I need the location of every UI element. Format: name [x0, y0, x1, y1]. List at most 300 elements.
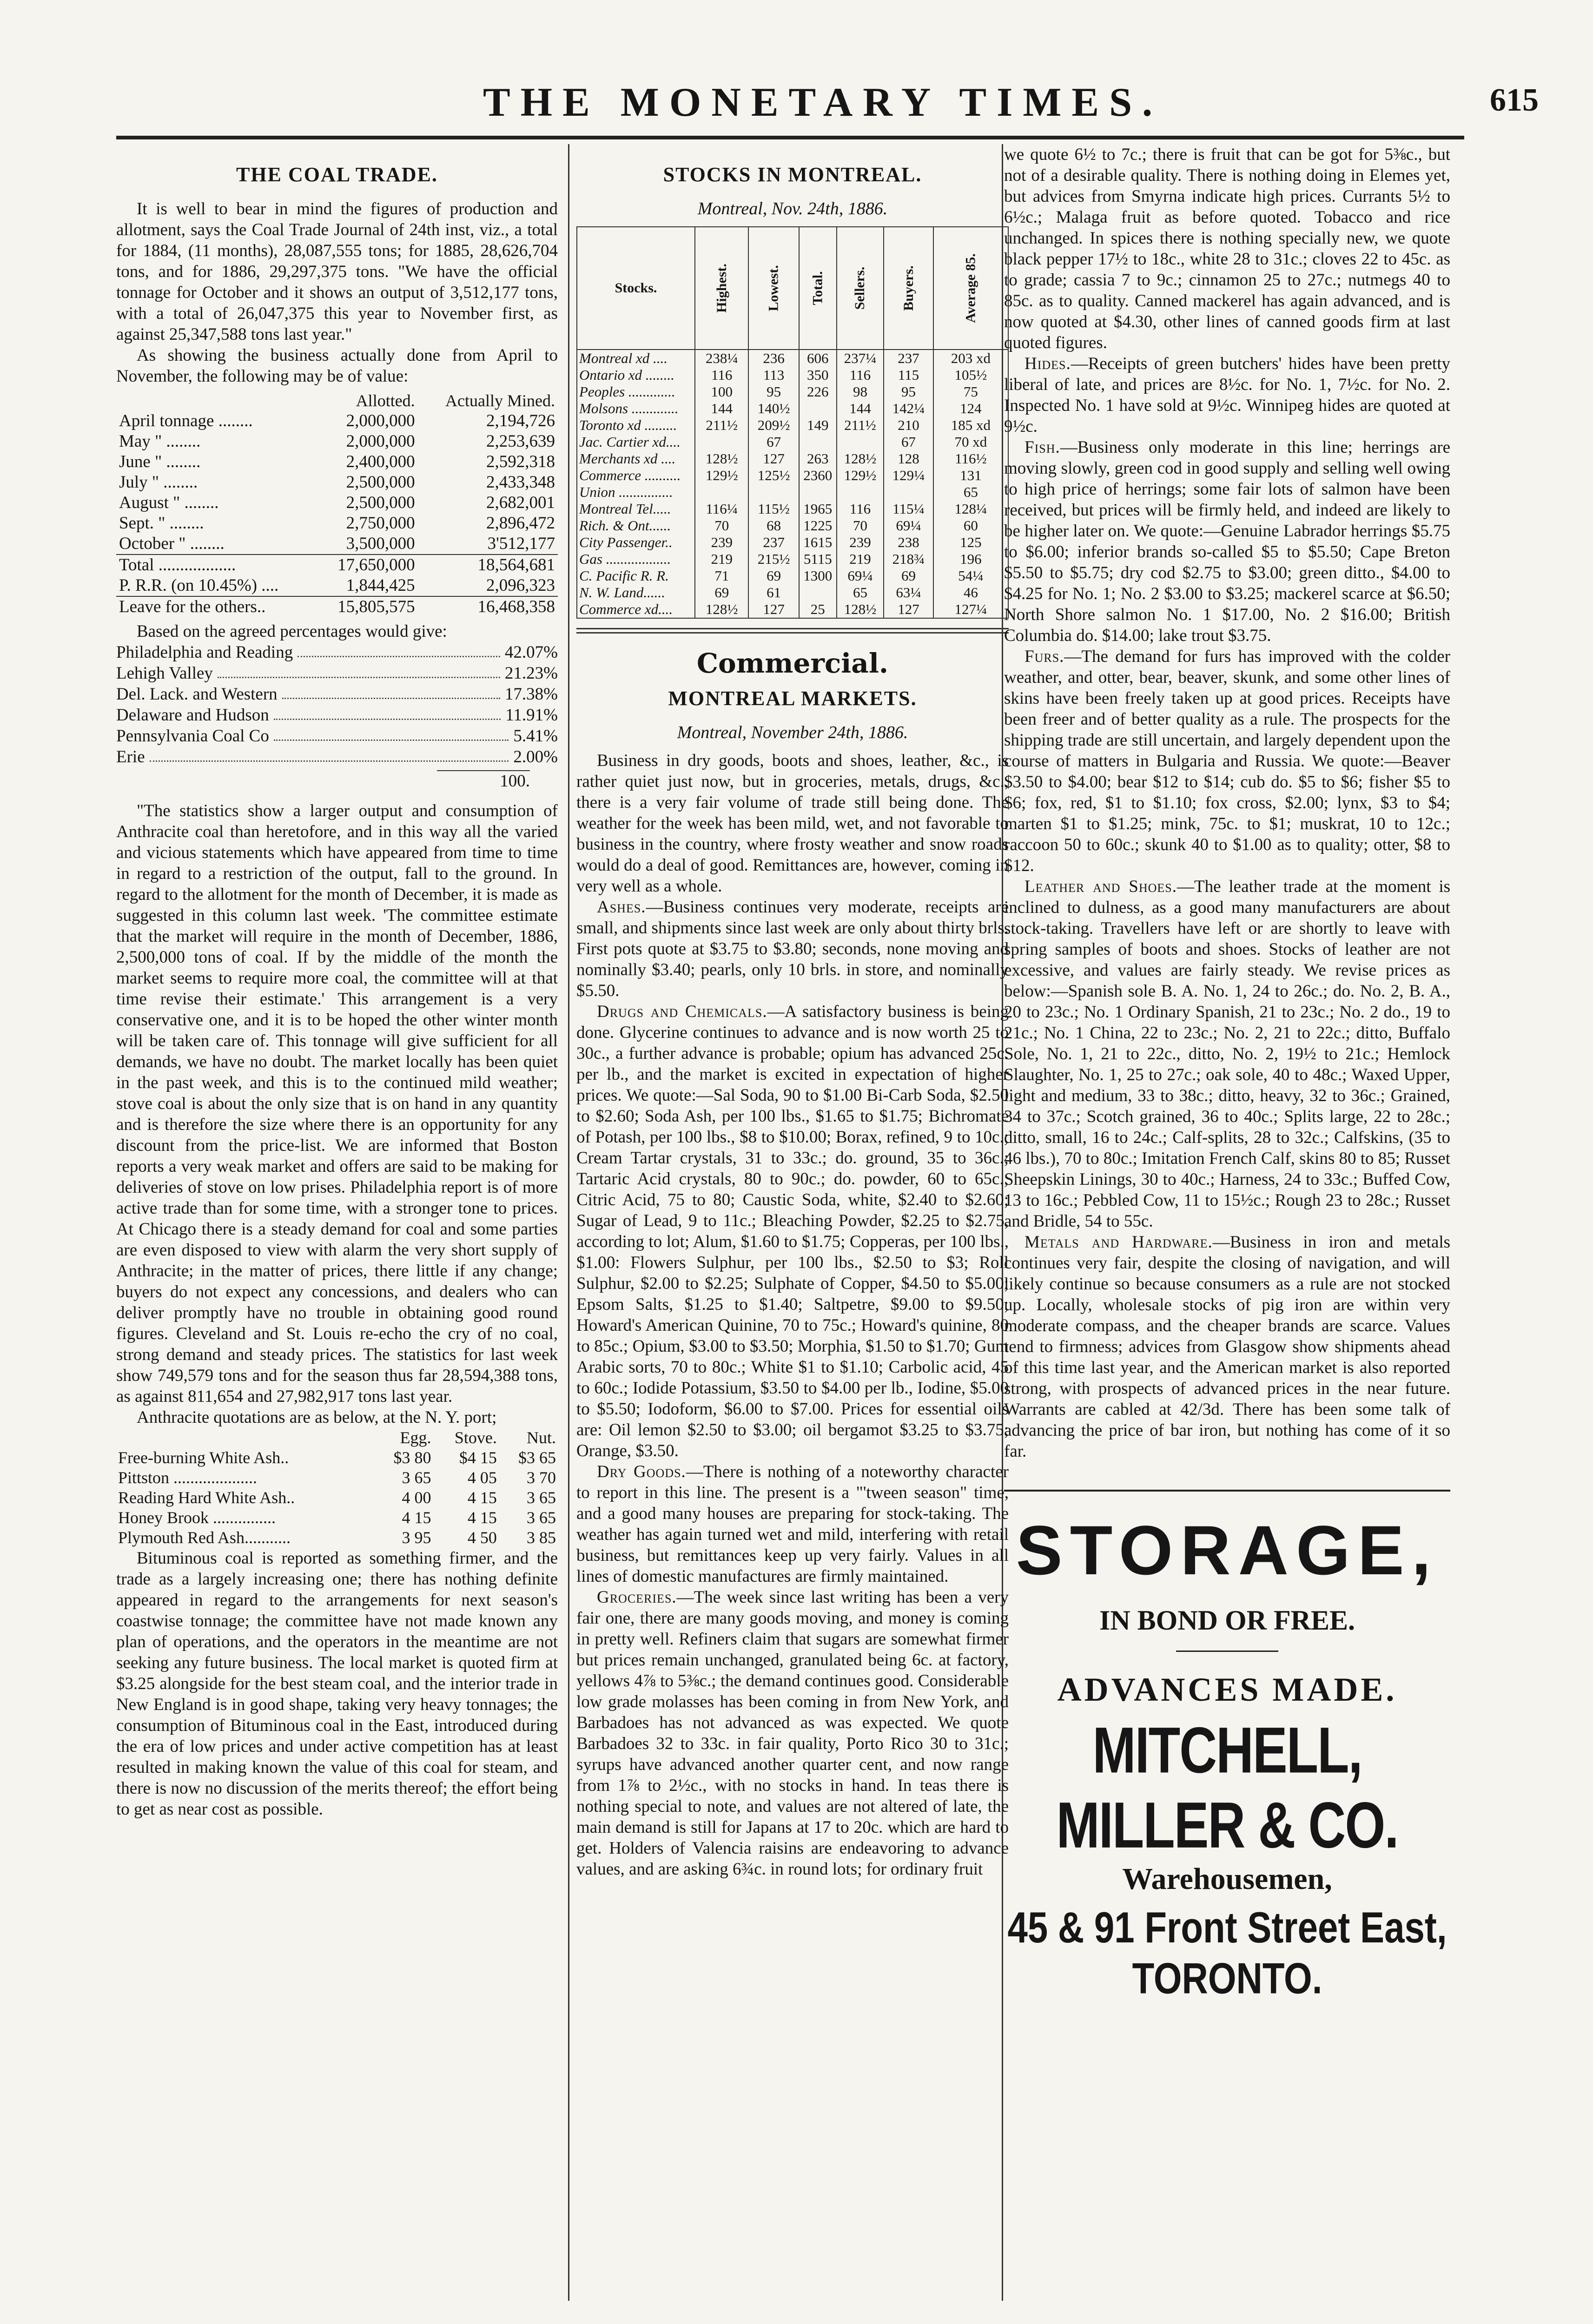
- mined-value: 3'512,177: [487, 534, 555, 553]
- stock-value: 116: [837, 501, 884, 517]
- stock-value: 68: [748, 517, 799, 534]
- paragraph-lead: Hides.: [1025, 354, 1071, 373]
- total-label: Total ..................: [116, 555, 317, 575]
- stove-price: 4 15: [467, 1508, 497, 1527]
- stove-price: 4 15: [467, 1488, 497, 1507]
- paragraph-lead: Dry Goods.: [597, 1462, 686, 1481]
- company-percentage: 21.23%: [504, 664, 558, 683]
- stock-value: 238¼: [695, 350, 748, 367]
- stock-value: 215½: [748, 551, 799, 568]
- coal-grade: Reading Hard White Ash..: [118, 1488, 295, 1507]
- stock-value: 236: [748, 350, 799, 367]
- stock-name: Molsons .............: [577, 400, 695, 417]
- market-paragraph: [576, 1461, 1009, 1587]
- header-text: Buyers.: [900, 265, 916, 311]
- stock-value: 69: [695, 584, 748, 601]
- pct-intro: Based on the agreed percentages would give:: [137, 622, 447, 641]
- stock-value: 124: [933, 400, 1008, 417]
- stock-row: [577, 484, 1008, 501]
- stock-row: [577, 434, 1008, 450]
- market-paragraph: [1004, 876, 1450, 1232]
- header-text: Average 85.: [963, 253, 978, 323]
- market-paragraph: [576, 1001, 1009, 1461]
- allotted-value: 3,500,000: [346, 534, 415, 553]
- allotment-row: [116, 513, 558, 534]
- allotment-row: [116, 452, 558, 472]
- stock-value: 226: [799, 383, 837, 400]
- company-name: Philadelphia and Reading: [116, 643, 293, 662]
- stocks-column-header: [695, 227, 748, 350]
- percentage-list: [116, 642, 558, 767]
- percentage-row: [116, 684, 558, 705]
- paragraph-lead: Metals and Hardware.: [1025, 1233, 1213, 1252]
- markets-continued-opening: we quote 6½ to 7c.; there is fruit that can be got for 5⅜c., but not of a desirable quality. There is nothing doing in Elemes yet, but advices from Smyrna indicate high prices. Currants 5½ to 6½c.; Malaga fruit as before quoted. Tobacco and rice unchanged. In spices there is nothing specially new, we quote black pepper 17½ to 18c., white 28 to 31c.; cloves 22 to 45c. as to grade; cassia 7 to 9c.; cinnamon 25 to 27c.; nutmegs 40 to 85c. as to quality. Canned mackerel has again advanced, and is now quoted at $4.30, other lines of canned goods firm at last quoted figures.: [1004, 145, 1450, 352]
- stock-name: Rich. & Ont......: [577, 517, 695, 534]
- coal-article: [116, 198, 558, 387]
- stock-value: [799, 484, 837, 501]
- stocks-column-header: [884, 227, 933, 350]
- ad-subheading: IN BOND OR FREE.: [1099, 1605, 1355, 1636]
- percentage-row: [116, 663, 558, 684]
- stock-value: [884, 484, 933, 501]
- allotted-value: 2,000,000: [346, 411, 415, 430]
- stock-value: 65: [837, 584, 884, 601]
- coal-statistics: "The statistics show a larger output and consumption of Anthracite coal than heretofore, and in this way all the varied and vicious statements which have appeared from time to time in regard to a restriction of the output, fall to the ground. In regard to the allotment for the month of December, it is made as suggested in this column last week. 'The committee estimate that the market will require in the month of December, 1886, 2,500,000 tons of coal. If by the middle of the month the market seems to require more coal, the committee will at that time revise their estimate.' This arrangement is a very conservative one, and it is to be hoped the other winter month will be taken care of. This tonnage will give sufficient for all demands, we have no doubt. The market locally has been quiet in the past week, and this is to the continued mild weather; stove coal is about the only size that is on hand in any quantity and is therefore the size where there is an opportunity for any discount from the price-list. We are informed that Boston reports a very weak market and offers are said to be making for deliveries of stove on low prises. Philadelphia report is of more active trade than for some time, with a stronger tone to prices. At Chicago there is a steady demand for coal and some parties are even disposed to view with alarm the very short supply of Anthracite; in the matter of prices, there little if any change; buyers do not expect any concessions, and dealers who can deliver promptly have no trouble in obtaining good round figures. Cleveland and St. Louis re-echo the cry of no coal, strong demand and steady prices. The statistics for last week show 749,579 tons and for the season thus far 28,594,388 tons, as against 811,654 and 27,982,917 tons last year.: [116, 801, 558, 1406]
- header-text: Highest.: [714, 264, 729, 313]
- company-percentage: 11.91%: [505, 706, 558, 725]
- column-divider: [568, 144, 569, 2301]
- stocks-title: STOCKS IN MONTREAL.: [663, 163, 922, 186]
- stock-value: 129½: [695, 467, 748, 484]
- stock-name: C. Pacific R. R.: [577, 568, 695, 584]
- storage-advertisement: [1004, 1490, 1450, 2003]
- stock-value: 125½: [748, 467, 799, 484]
- stock-value: [799, 584, 837, 601]
- dot-leader: [218, 663, 500, 678]
- dot-leader: [282, 684, 500, 699]
- market-paragraph: [1004, 1232, 1450, 1462]
- stock-value: 606: [799, 350, 837, 367]
- coal-grade: Plymouth Red Ash...........: [118, 1528, 291, 1547]
- company-percentage: 5.41%: [513, 726, 558, 746]
- allotment-row: [116, 472, 558, 493]
- stock-value: 144: [837, 400, 884, 417]
- allotment-row: [116, 411, 558, 431]
- stock-value: 95: [748, 383, 799, 400]
- stock-value: 116¼: [695, 501, 748, 517]
- stock-value: 125: [933, 534, 1008, 551]
- stock-value: 69¼: [837, 568, 884, 584]
- stock-name: Montreal xd ....: [577, 350, 695, 367]
- header-text: Total.: [810, 271, 826, 305]
- stock-value: 1300: [799, 568, 837, 584]
- percentage-row: [116, 746, 558, 767]
- stock-value: [695, 434, 748, 450]
- leave-row: [116, 596, 558, 617]
- stocks-column-header: [837, 227, 884, 350]
- stock-value: 69: [748, 568, 799, 584]
- allotted-value: 2,500,000: [346, 493, 415, 512]
- stocks-table: [576, 226, 1009, 619]
- stock-value: 142¼: [884, 400, 933, 417]
- stock-value: [799, 400, 837, 417]
- stock-value: [799, 434, 837, 450]
- quote-header: Nut.: [527, 1428, 556, 1447]
- total-allotted: 17,650,000: [317, 555, 418, 575]
- company-name: Delaware and Hudson: [116, 706, 269, 725]
- stock-value: 70 xd: [933, 434, 1008, 450]
- anthracite-quote-table: [116, 1428, 558, 1548]
- stock-value: 115¼: [884, 501, 933, 517]
- month-label: August " ........: [119, 493, 219, 512]
- allotment-total-row: [116, 555, 558, 575]
- stock-row: [577, 517, 1008, 534]
- stock-name: Gas ..................: [577, 551, 695, 568]
- company-percentage: 2.00%: [513, 747, 558, 766]
- prr-allotted: 1,844,425: [346, 576, 415, 595]
- stock-value: 127¼: [933, 601, 1008, 618]
- dot-leader: [297, 642, 500, 657]
- stock-value: 196: [933, 551, 1008, 568]
- stock-name: Commerce ..........: [577, 467, 695, 484]
- allotment-rows: [116, 411, 558, 555]
- stock-value: 71: [695, 568, 748, 584]
- allotted-value: 2,500,000: [346, 473, 415, 492]
- paragraph-text: —The demand for furs has improved with the colder weather, and otter, bear, beaver, skunk, and some other lines of skins have been freely taken up at good prices. Receipts have been freer and of better quality as a rule. The prospects for the shipping trade are still uncertain, and largely dependent upon the course of matters in Bulgaria and Russia. We quote:—Beaver $3.50 to $4.00; bear $12 to $14; cub do. $5 to $6; fisher $5 to $6; fox, red, $1 to $1.10; fox cross, $2.00; lynx, $3 to $4; marten $1 to $1.25; mink, 75c. to $1; muskrat, 10 to 12c.; raccoon 50 to 60c.; skunk 40 to $1.00 as to quality; otter, $8 to $12.: [1004, 647, 1450, 875]
- stock-value: 128½: [695, 450, 748, 467]
- leave-mined: 16,468,358: [418, 596, 558, 617]
- coal-grade: Free-burning White Ash..: [118, 1448, 289, 1467]
- nut-price: 3 70: [527, 1468, 556, 1487]
- stock-value: 115½: [748, 501, 799, 517]
- paragraph-lead: Drugs and Chemicals.: [597, 1002, 767, 1021]
- prr-label: P. R.R. (on 10.45%) ....: [119, 576, 279, 595]
- stock-row: [577, 400, 1008, 417]
- stock-value: 237: [884, 350, 933, 367]
- stock-value: 1965: [799, 501, 837, 517]
- stock-value: 239: [695, 534, 748, 551]
- paragraph-lead: Groceries.: [597, 1588, 677, 1607]
- percentage-row: [116, 726, 558, 746]
- quote-row: [116, 1488, 558, 1508]
- stock-row: [577, 584, 1008, 601]
- stock-value: 69¼: [884, 517, 933, 534]
- month-label: October " ........: [119, 534, 225, 553]
- coal-intro-2: As showing the business actually done from April to November, the following may be of value:: [116, 346, 558, 386]
- stock-row: [577, 534, 1008, 551]
- dot-leader: [150, 746, 509, 762]
- stocks-header-row: [577, 227, 1008, 350]
- allotment-row: [116, 493, 558, 513]
- month-label: May " ........: [119, 432, 201, 451]
- egg-price: 4 15: [402, 1508, 431, 1527]
- paragraph-lead: Fish.: [1025, 438, 1060, 457]
- stock-row: [577, 450, 1008, 467]
- mined-value: 2,682,001: [486, 493, 555, 512]
- stock-value: 95: [884, 383, 933, 400]
- running-head: [102, 79, 1543, 126]
- stocks-column-header: Stocks.: [577, 227, 695, 350]
- stock-value: 67: [748, 434, 799, 450]
- stock-value: 63¼: [884, 584, 933, 601]
- stock-value: 105½: [933, 367, 1008, 383]
- market-paragraph: [1004, 437, 1450, 646]
- total-mined: 18,564,681: [418, 555, 558, 575]
- paragraph-text: —A satisfactory business is being done. Glycerine continues to advance and is now worth 25 to 30c., a further advance is probable; opium has advanced 25c. per lb., and the market is excited in expectation of higher prices. We quote:—Sal Soda, 90 to $1.00 Bi-Carb Soda, $2.50 to $2.60; Soda Ash, per 100 lbs., $1.65 to $1.75; Bichromate of Potash, per 100 lbs., $8 to $10.00; Borax, refined, 9 to 10c.; Cream Tartar crystals, 31 to 33c.; do. ground, 35 to 36c.; Tartaric Acid crystals, 80 to 90c.; do. powder, 60 to 65c.; Citric Acid, 75 to 80; Caustic Soda, white, $2.40 to $2.60; Sugar of Lead, 9 to 11c.; Bleaching Powder, $2.25 to $2.75, according to lot; Alum, $1.60 to $1.75; Copperas, per 100 lbs., $1.00: Flowers Sulphur, per 100 lbs., $2.50 to $3; Roll Sulphur, $2.00 to $2.25; Sulphate of Copper, $4.50 to $5.00; Epsom Salts, $1.25 to $1.40; Saltpetre, $9.00 to $9.50; Howard's American Quinine, 70 to 75c.; Howard's quinine, 80 to 85c.; Opium, $3.00 to $3.50; Morphia, $1.50 to $1.70; Gum Arabic sorts, 70 to 80c.; White $1 to $1.10; Carbolic acid, 45 to 60c.; Iodide Potassium, $3.50 to $4.00 per lb., Iodine, $5.00 to $5.50; Iodoform, $6.00 to $7.00. Prices for essential oils are: Oil lemon $2.50 to $3.00; oil bergamot $3.25 to $3.75; Orange, $3.50.: [576, 1002, 1009, 1460]
- stock-name: Peoples .............: [577, 383, 695, 400]
- stock-value: 144: [695, 400, 748, 417]
- header-text: Sellers.: [852, 266, 868, 310]
- stock-value: 1615: [799, 534, 837, 551]
- dot-leader: [274, 726, 509, 741]
- stock-value: 218¾: [884, 551, 933, 568]
- paragraph-lead: Ashes.: [597, 898, 646, 917]
- stock-value: 113: [748, 367, 799, 383]
- markets-article: [576, 750, 1009, 1880]
- stock-value: 237: [748, 534, 799, 551]
- stock-value: 116½: [933, 450, 1008, 467]
- markets-continued: [1004, 144, 1450, 1462]
- mined-value: 2,433,348: [486, 473, 555, 492]
- bituminous-paragraph: Bituminous coal is reported as something firmer, and the trade as a largely increasing one; there has nothing definite appeared in regard to the arrangements for next season's coastwise tonnage; the committee have not made known any plan of operations, and the operators in the meantime are not seeking any future business. The local market is quoted firm at $3.25 alongside for the best steam coal, and the interior trade in New England is in good shape, taking very heavy tonnages; the consumption of Bituminous coal in the East, introduced during the era of low prices and under active competition has at least resulted in making known the value of this coal for steam, and there is now no discussion of the merits thereof; the effort being to get as near cost as possible.: [116, 1549, 558, 1819]
- stock-value: 209½: [748, 417, 799, 434]
- nut-price: 3 65: [527, 1488, 556, 1507]
- stock-value: 116: [695, 367, 748, 383]
- egg-price: 4 00: [402, 1488, 431, 1507]
- stock-value: [837, 434, 884, 450]
- company-name: Pennsylvania Coal Co: [116, 726, 269, 746]
- quote-header: Egg.: [400, 1428, 431, 1447]
- stock-value: 116: [837, 367, 884, 383]
- stock-value: 140½: [748, 400, 799, 417]
- stock-name: Merchants xd ....: [577, 450, 695, 467]
- allotment-header: Allotted.: [356, 391, 415, 410]
- allotment-row: [116, 431, 558, 452]
- stock-value: 70: [695, 517, 748, 534]
- markets-intro: Business in dry goods, boots and shoes, leather, &c., is rather quiet just now, but in groceries, metals, drugs, &c., there is a very fair volume of trade still being done. The weather for the week has been mild, wet, and not favorable to business in the country, where frosty weather and snow roads would do a deal of good. Remittances are, however, coming in very well as a whole.: [576, 751, 1009, 896]
- allotment-header: Actually Mined.: [445, 391, 555, 410]
- percentage-row: [116, 642, 558, 663]
- stock-row: [577, 367, 1008, 383]
- egg-price: 3 95: [402, 1528, 431, 1547]
- stock-name: N. W. Land......: [577, 584, 695, 601]
- column-coal-trade: [116, 144, 558, 2310]
- allotment-header-row: [116, 390, 558, 411]
- stock-name: Commerce xd....: [577, 601, 695, 618]
- stock-value: 1225: [799, 517, 837, 534]
- month-label: Sept. " ........: [119, 514, 204, 533]
- stock-value: 46: [933, 584, 1008, 601]
- stock-name: Jac. Cartier xd....: [577, 434, 695, 450]
- stock-value: 128½: [695, 601, 748, 618]
- stock-value: 219: [695, 551, 748, 568]
- stock-value: 238: [884, 534, 933, 551]
- company-percentage: 17.38%: [504, 685, 558, 704]
- paragraph-lead: Furs.: [1025, 647, 1064, 666]
- stock-value: 127: [884, 601, 933, 618]
- nut-price: $3 65: [518, 1448, 556, 1467]
- month-label: April tonnage ........: [119, 411, 253, 430]
- quote-row: [116, 1508, 558, 1528]
- stock-value: [695, 484, 748, 501]
- stock-value: 127: [748, 450, 799, 467]
- mined-value: 2,592,318: [486, 452, 555, 471]
- stock-value: 211½: [695, 417, 748, 434]
- company-percentage: 42.07%: [504, 643, 558, 662]
- stock-row: [577, 383, 1008, 400]
- stock-value: 128½: [837, 601, 884, 618]
- prr-row: [116, 575, 558, 596]
- nut-price: 3 85: [527, 1528, 556, 1547]
- stock-value: 128¼: [933, 501, 1008, 517]
- stock-value: 75: [933, 383, 1008, 400]
- stock-value: 2360: [799, 467, 837, 484]
- stock-value: 263: [799, 450, 837, 467]
- stock-row: [577, 551, 1008, 568]
- stock-value: 210: [884, 417, 933, 434]
- pct-total: 100.: [437, 770, 530, 791]
- stock-value: 100: [695, 383, 748, 400]
- nut-price: 3 65: [527, 1508, 556, 1527]
- stock-value: 129¼: [884, 467, 933, 484]
- stock-value: [837, 484, 884, 501]
- quote-row: [116, 1528, 558, 1548]
- stock-value: 69: [884, 568, 933, 584]
- mined-value: 2,253,639: [486, 432, 555, 451]
- stock-row: [577, 467, 1008, 484]
- stock-name: Montreal Tel.....: [577, 501, 695, 517]
- stock-name: Union ...............: [577, 484, 695, 501]
- leave-label: Leave for the others..: [116, 596, 317, 617]
- page-number: 615: [1490, 82, 1539, 118]
- anthracite-intro: Anthracite quotations are as below, at the N. Y. port;: [137, 1408, 497, 1427]
- stocks-rows: [577, 350, 1008, 618]
- stock-value: 70: [837, 517, 884, 534]
- paragraph-text: —Business continues very moderate, receipts are small, and shipments since last week are only about thirty brls. First pots quote at $3.75 to $3.80; seconds, none moving and nominally $3.40; pearls, only 10 brls. in store, and nominally $5.50.: [576, 898, 1009, 1000]
- stock-value: 219: [837, 551, 884, 568]
- allotted-value: 2,750,000: [346, 514, 415, 533]
- stock-value: 5115: [799, 551, 837, 568]
- paragraph-text: —The week since last writing has been a very fair one, there are many goods moving, and money is coming in pretty well. Refiners claim that sugars are somewhat firmer but prices remain unchanged, granulated being 6c. at factory, yellows 4⅞ to 5⅜c.; the demand continues good. Considerable low grade molasses has been coming in from New York, and Barbadoes has not advanced as was expected. We quote Barbadoes 32 to 33c. in fair quality, Porto Rico 30 to 31c.; syrups have advanced another quarter cent, and now range from 1⅞ to 2½c., with no stocks in hand. In teas there is nothing special to note, and values are not altered of late, the main demand is still for Japans at 17 to 20c. which are hard to get. Holders of Valencia raisins are endeavoring to advance values, and are asking 6¾c. in round lots; for ordinary fruit: [576, 1588, 1009, 1879]
- stock-row: [577, 601, 1008, 618]
- stock-row: [577, 350, 1008, 367]
- coal-intro: It is well to bear in mind the figures of production and allotment, says the Coal Trade Journal of 24th inst, viz., a total for 1884, (11 months), 28,087,555 tons; for 1885, 28,626,704 tons, and for 1886, 29,297,375 tons. "We have the official tonnage for October and it shows an output of 3,512,177 tons, with a total of 26,047,375 this year to November first, as against 25,347,588 tons last year.": [116, 199, 558, 344]
- company-name: Del. Lack. and Western: [116, 685, 278, 704]
- quote-header: Stove.: [454, 1428, 497, 1447]
- markets-dateline: Montreal, November 24th, 1886.: [677, 723, 908, 742]
- company-name: Lehigh Valley: [116, 664, 213, 683]
- market-paragraph: [576, 1587, 1009, 1880]
- commercial-heading: Commercial.: [696, 647, 889, 679]
- header-rule: [116, 136, 1464, 139]
- ad-address: 45 & 91 Front Street East, TORONTO.: [1007, 1903, 1447, 2003]
- ad-firm-name: MITCHELL, MILLER & CO.: [1056, 1714, 1398, 1862]
- stocks-column-header: [748, 227, 799, 350]
- quote-header-row: [116, 1428, 558, 1448]
- dot-leader: [274, 705, 501, 720]
- stock-value: 149: [799, 417, 837, 434]
- stove-price: 4 05: [467, 1468, 497, 1487]
- ad-headline: STORAGE,: [1016, 1511, 1439, 1589]
- stocks-column-header: [799, 227, 837, 350]
- egg-price: 3 65: [402, 1468, 431, 1487]
- company-name: Erie: [116, 747, 145, 766]
- stock-name: City Passenger..: [577, 534, 695, 551]
- market-paragraph: [1004, 646, 1450, 876]
- stock-value: 203 xd: [933, 350, 1008, 367]
- stock-value: 67: [884, 434, 933, 450]
- section-divider: [576, 628, 1009, 634]
- stove-price: 4 50: [467, 1528, 497, 1547]
- ad-advances: ADVANCES MADE.: [1057, 1671, 1397, 1708]
- markets-title: MONTREAL MARKETS.: [668, 687, 917, 710]
- header-text: Lowest.: [766, 265, 781, 311]
- stock-value: 115: [884, 367, 933, 383]
- mined-value: 2,896,472: [486, 514, 555, 533]
- stock-row: [577, 417, 1008, 434]
- stock-value: 25: [799, 601, 837, 618]
- stock-name: Toronto xd .........: [577, 417, 695, 434]
- paragraph-text: —The leather trade at the moment is inclined to dulness, as a good many manufacturers are about stock-taking. Travellers have left or are shortly to leave with spring samples of boots and shoes. Stocks of leather are not excessive, and values are fairly steady. We revise prices as below:—Spanish sole B. A. No. 1, 24 to 26c.; do. No. 2, B. A., 20 to 23c.; No. 1 Ordinary Spanish, 21 to 23c.; No. 2 do., 19 to 21c.; No. 1 China, 22 to 23c.; No. 2, 21 to 22c.; ditto, Buffalo Sole, No. 1, 21 to 22c., ditto, No. 2, 19½ to 21c.; Hemlock Slaughter, No. 1, 25 to 27c.; oak sole, 40 to 48c.; Waxed Upper, light and medium, 33 to 38c.; ditto, heavy, 32 to 36c.; Grained, 34 to 37c.; Scotch grained, 36 to 40c.; Splits large, 22 to 28c.; ditto, small, 16 to 24c.; Calf-splits, 28 to 32c.; Calfskins, (35 to 46 lbs.), 70 to 80c.; Imitation French Calf, skins 80 to 85; Russet Sheepskin Linings, 30 to 40c.; Harness, 24 to 33c.; Buffed Cow, 13 to 16c.; Pebbled Cow, 11 to 15½c.; Rough 23 to 28c.; Russet and Bridle, 54 to 55c.: [1004, 877, 1450, 1231]
- coal-trade-title: THE COAL TRADE.: [236, 163, 438, 186]
- stock-value: 237¼: [837, 350, 884, 367]
- coal-grade: Honey Brook ...............: [118, 1508, 276, 1527]
- month-label: June " ........: [119, 452, 201, 471]
- stock-row: [577, 501, 1008, 517]
- egg-price: $3 80: [393, 1448, 431, 1467]
- paragraph-text: —Receipts of green butchers' hides have been pretty liberal of late, and prices are 8½c. for No. 1, 7½c. for No. 2. Inspected No. 1 have sold at 9½c. Winnipeg hides are quoted at 9½c.: [1004, 354, 1450, 436]
- stove-price: $4 15: [459, 1448, 497, 1467]
- month-label: July " ........: [119, 473, 198, 492]
- stock-value: 129½: [837, 467, 884, 484]
- stock-value: 60: [933, 517, 1008, 534]
- ad-rule: [1176, 1651, 1278, 1652]
- quote-row: [116, 1468, 558, 1488]
- allotted-value: 2,000,000: [346, 432, 415, 451]
- paragraph-text: —Business only moderate in this line; herrings are moving slowly, green cod in good supply and selling well owing to high price of herrings; some fair lots of salmon have been received, but prices will be firmly held, and indeed are likely to be higher later on. We quote:—Genuine Labrador herrings $5.75 to $6.00; inferior brands so-called $5 to $5.50; Cape Breton $5.50 to $5.75; dry cod $2.75 to $3.00; green ditto., $4.00 to $4.25 for No. 1; No. 2 $3.00 to $3.25; mackerel scarce at $6.50; North Shore salmon No. 1 $17.00, No. 2 $16.00; British Columbia do. $14.00; lake trout $3.75.: [1004, 438, 1450, 645]
- paragraph-lead: Leather and Shoes.: [1025, 877, 1177, 896]
- stock-value: 127: [748, 601, 799, 618]
- quote-rows: [116, 1448, 558, 1548]
- stocks-column-header: [933, 227, 1008, 350]
- market-paragraph: [1004, 353, 1450, 437]
- percentage-row: [116, 705, 558, 726]
- stock-value: 128: [884, 450, 933, 467]
- paragraph-text: —There is nothing of a noteworthy character to report in this line. The present is a "'tween season" time, and a good many houses are preparing for stock-taking. The weather has again turned wet and mild, interfering with retail business, but remittances keep up very fairly. Values in all lines of domestic manufactures are firmly maintained.: [576, 1462, 1009, 1586]
- stock-name: Ontario xd ........: [577, 367, 695, 383]
- stock-value: 61: [748, 584, 799, 601]
- masthead: THE MONETARY TIMES.: [483, 80, 1163, 125]
- stock-value: 98: [837, 383, 884, 400]
- stock-value: 131: [933, 467, 1008, 484]
- quote-row: [116, 1448, 558, 1468]
- stock-value: 65: [933, 484, 1008, 501]
- paragraph-text: —Business in iron and metals continues very fair, despite the closing of navigation, and will likely continue so because consumers as a rule are not stocked up. Locally, wholesale stocks of pig iron are within very moderate compass, and the cheaper brands are scarce. Values tend to firmness; advices from Glasgow show shipments ahead of this time last year, and the American market is also reported strong, with prospects of advanced prices in the near future. Warrants are cabled at 42/3d. There has been some talk of advancing the price of bar iron, but nothing has come of it so far.: [1004, 1233, 1450, 1461]
- stock-value: 54¼: [933, 568, 1008, 584]
- stock-row: [577, 568, 1008, 584]
- stock-value: 128½: [837, 450, 884, 467]
- column-markets-continued: [1004, 144, 1450, 2310]
- prr-mined: 2,096,323: [486, 576, 555, 595]
- allotment-row: [116, 534, 558, 555]
- leave-allotted: 15,805,575: [317, 596, 418, 617]
- stock-value: [748, 484, 799, 501]
- column-montreal: [576, 144, 1009, 2310]
- allotment-table: [116, 390, 558, 617]
- stock-value: 350: [799, 367, 837, 383]
- allotted-value: 2,400,000: [346, 452, 415, 471]
- stock-value: 211½: [837, 417, 884, 434]
